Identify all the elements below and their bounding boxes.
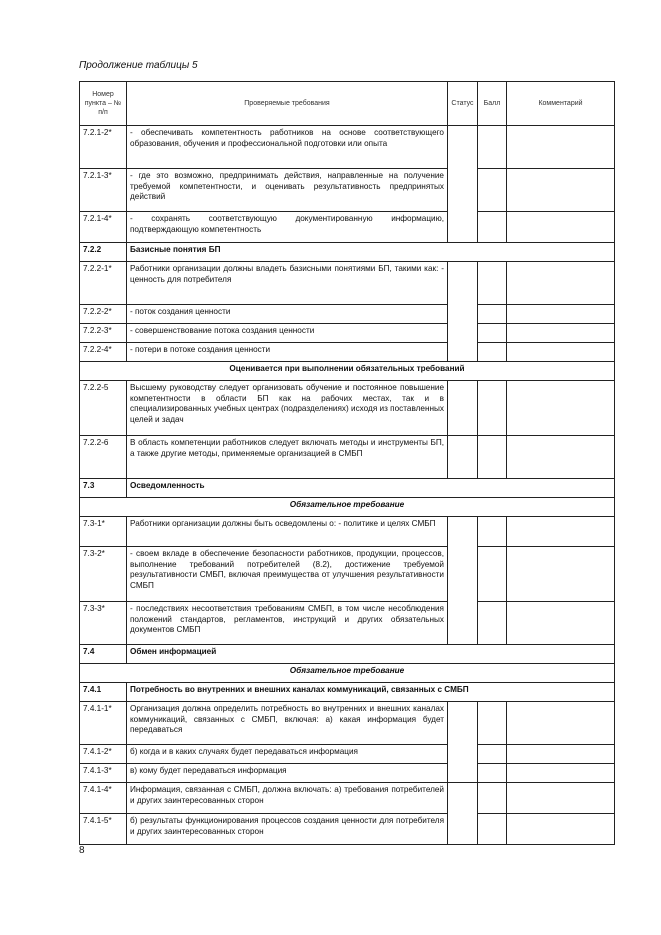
subsection-title: Оценивается при выполнении обязательных требований (80, 362, 615, 381)
section-num: 7.4.1 (80, 683, 127, 702)
score-cell (478, 517, 507, 547)
score-cell (478, 262, 507, 305)
row-num: 7.4.1-4* (80, 783, 127, 814)
status-cell (448, 517, 478, 645)
table-row (80, 169, 615, 212)
row-num: 7.2.2-4* (80, 343, 127, 362)
comment-cell (507, 517, 615, 547)
comment-cell (507, 381, 615, 436)
score-cell (478, 745, 507, 764)
score-cell (478, 305, 507, 324)
row-text: Информация, связанная с СМБП, должна включать: а) требования потребителей и других заинтересованных сторон (127, 783, 448, 814)
comment-cell (507, 745, 615, 764)
table-row (80, 702, 615, 745)
score-cell (478, 814, 507, 845)
comment-cell (507, 764, 615, 783)
row-num: 7.3-1* (80, 517, 127, 547)
status-cell (448, 702, 478, 783)
table-row (80, 324, 615, 343)
row-num: 7.2.2-5 (80, 381, 127, 436)
table-row (80, 814, 615, 845)
comment-cell (507, 343, 615, 362)
score-cell (478, 212, 507, 243)
section-row (80, 645, 615, 664)
section-row (80, 683, 615, 702)
header-comment: Комментарий (507, 82, 615, 126)
subsection-title: Обязательное требование (80, 498, 615, 517)
row-num: 7.2.2-6 (80, 436, 127, 479)
section-num: 7.4 (80, 645, 127, 664)
section-title: Потребность во внутренних и внешних каналах коммуникаций, связанных с СМБП (127, 683, 615, 702)
table-row (80, 212, 615, 243)
row-text: Высшему руководству следует организовать обучение и постоянное повышение компетентности в области БП как на рабочих местах, так и в специализированных учебных центрах (подразделениях) исходя из поставленных целей и задач (127, 381, 448, 436)
comment-cell (507, 783, 615, 814)
table-row (80, 381, 615, 436)
row-num: 7.2.1-4* (80, 212, 127, 243)
header-score: Балл (478, 82, 507, 126)
header-status: Статус (448, 82, 478, 126)
table-row (80, 262, 615, 305)
comment-cell (507, 814, 615, 845)
row-text: в) кому будет передаваться информация (127, 764, 448, 783)
comment-cell (507, 436, 615, 479)
section-row (80, 479, 615, 498)
row-num: 7.3-2* (80, 547, 127, 602)
row-text: - совершенствование потока создания ценности (127, 324, 448, 343)
requirements-table (79, 81, 615, 845)
row-num: 7.2.2-1* (80, 262, 127, 305)
comment-cell (507, 305, 615, 324)
section-title: Осведомленность (127, 479, 615, 498)
score-cell (478, 702, 507, 745)
subsection-title: Обязательное требование (80, 664, 615, 683)
row-num: 7.2.1-2* (80, 126, 127, 169)
row-text: - обеспечивать компетентность работников на основе соответствующего образования, обучения и профессиональной подготовки или опыта (127, 126, 448, 169)
table-caption: Продолжение таблицы 5 (79, 60, 198, 71)
row-num: 7.2.1-3* (80, 169, 127, 212)
table-row (80, 436, 615, 479)
section-num: 7.2.2 (80, 243, 127, 262)
comment-cell (507, 324, 615, 343)
table-row (80, 745, 615, 764)
comment-cell (507, 547, 615, 602)
page-number: 8 (79, 845, 85, 856)
row-text: Работники организации должны быть осведомлены о: - политике и целях СМБП (127, 517, 448, 547)
table-header-row (80, 82, 615, 126)
comment-cell (507, 126, 615, 169)
header-num: Номер пункта – № п/п (80, 82, 127, 126)
score-cell (478, 169, 507, 212)
comment-cell (507, 602, 615, 645)
row-num: 7.2.2-2* (80, 305, 127, 324)
row-text: Организация должна определить потребность во внутренних и внешних каналах коммуникаций, связанных с СМБП, включая: а) какая информация будет передаваться (127, 702, 448, 745)
section-row (80, 243, 615, 262)
subsection-row (80, 498, 615, 517)
row-text: - последствиях несоответствия требованиям СМБП, в том числе несоблюдения положений стандартов, регламентов, инструкций и других обязательных документов СМБП (127, 602, 448, 645)
status-cell (448, 126, 478, 243)
score-cell (478, 343, 507, 362)
row-text: - где это возможно, предпринимать действия, направленные на получение требуемой компетентности, и оценивать результативность предпринятых действий (127, 169, 448, 212)
section-title: Базисные понятия БП (127, 243, 615, 262)
row-num: 7.4.1-5* (80, 814, 127, 845)
status-cell (448, 436, 478, 479)
score-cell (478, 381, 507, 436)
table-row (80, 547, 615, 602)
row-text: Работники организации должны владеть базисными понятиями БП, такими как: - ценность для потребителя (127, 262, 448, 305)
row-text: - потери в потоке создания ценности (127, 343, 448, 362)
section-title: Обмен информацией (127, 645, 615, 664)
row-text: - своем вкладе в обеспечение безопасности работников, продукции, процессов, выполнение требований потребителей (8.2), достижение требуемой результативности СМБП, включая преимущества от улучшения результативности СМБП (127, 547, 448, 602)
score-cell (478, 126, 507, 169)
subsection-row (80, 664, 615, 683)
score-cell (478, 547, 507, 602)
header-requirements: Проверяемые требования (127, 82, 448, 126)
row-text: - сохранять соответствующую документированную информацию, подтверждающую компетентность (127, 212, 448, 243)
row-text: В область компетенции работников следует включать методы и инструменты БП, а также другие методы, применяемые организацией в СМБП (127, 436, 448, 479)
row-text: - поток создания ценности (127, 305, 448, 324)
score-cell (478, 436, 507, 479)
row-num: 7.4.1-3* (80, 764, 127, 783)
row-num: 7.3-3* (80, 602, 127, 645)
row-text: б) результаты функционирования процессов создания ценности для потребителя и других заинтересованных сторон (127, 814, 448, 845)
table-row (80, 126, 615, 169)
comment-cell (507, 262, 615, 305)
table-row (80, 783, 615, 814)
table-row (80, 517, 615, 547)
table-row (80, 305, 615, 324)
section-num: 7.3 (80, 479, 127, 498)
table-row (80, 343, 615, 362)
score-cell (478, 602, 507, 645)
score-cell (478, 764, 507, 783)
row-num: 7.4.1-2* (80, 745, 127, 764)
row-num: 7.4.1-1* (80, 702, 127, 745)
comment-cell (507, 169, 615, 212)
status-cell (448, 783, 478, 845)
status-cell (448, 262, 478, 362)
comment-cell (507, 212, 615, 243)
subsection-row (80, 362, 615, 381)
row-text: б) когда и в каких случаях будет передаваться информация (127, 745, 448, 764)
table-row (80, 764, 615, 783)
status-cell (448, 381, 478, 436)
score-cell (478, 783, 507, 814)
row-num: 7.2.2-3* (80, 324, 127, 343)
comment-cell (507, 702, 615, 745)
table-row (80, 602, 615, 645)
score-cell (478, 324, 507, 343)
